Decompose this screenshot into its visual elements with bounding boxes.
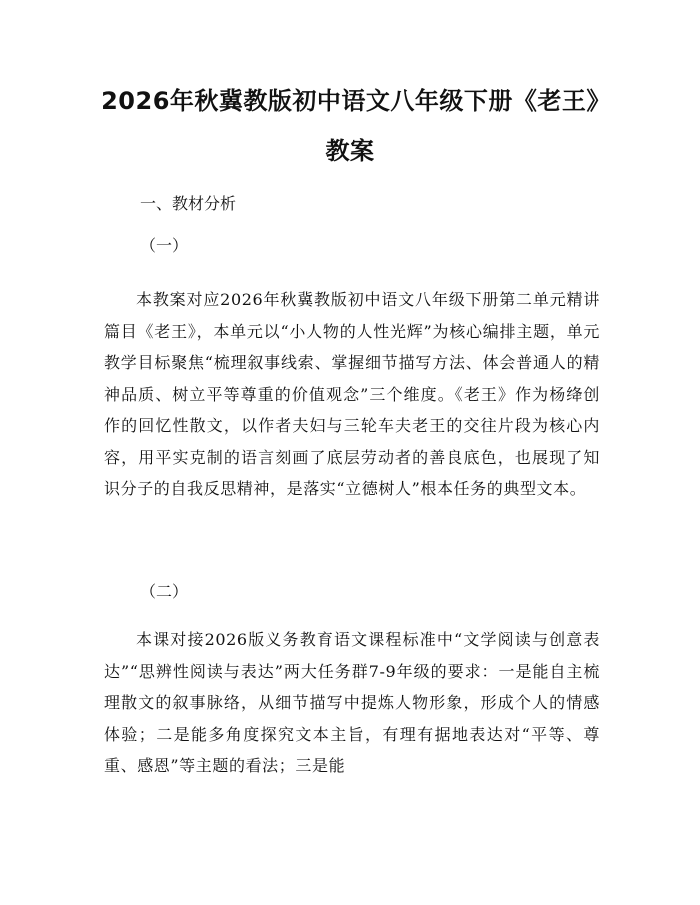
- paragraph-2: 本课对接2026版义务教育语文课程标准中“文学阅读与创意表达”“思辨性阅读与表达”两大任务群7-9年级的要求：一是能自主梳理散文的叙事脉络，从细节描写中提炼人物形象，形成个人的情感体验；二是能多角度探究文本主旨，有理有据地表达对“平等、尊重、感恩”等主题的看法；三是能: [104, 630, 600, 775]
- document-title: 2026年秋冀教版初中语文八年级下册《老王》教案: [101, 87, 599, 165]
- paragraph-1: 本教案对应2026年秋冀教版初中语文八年级下册第二单元精讲篇目《老王》，本单元以“小人物的人性光辉”为核心编排主题，单元教学目标聚焦“梳理叙事线索、掌握细节描写方法、体会普通人的精神品质、树立平等尊重的价值观念”三个维度。《老王》作为杨绛创作的回忆性散文，以作者夫妇与三轮车夫老王的交往片段为核心内容，用平实克制的语言刻画了底层劳动者的善良底色，也展现了知识分子的自我反思精神，是落实“立德树人”根本任务的典型文本。: [104, 290, 600, 498]
- subsection-label-2: （二）: [140, 582, 189, 601]
- subsection-label-1: （一）: [140, 236, 189, 255]
- section-heading: 一、教材分析: [140, 194, 237, 213]
